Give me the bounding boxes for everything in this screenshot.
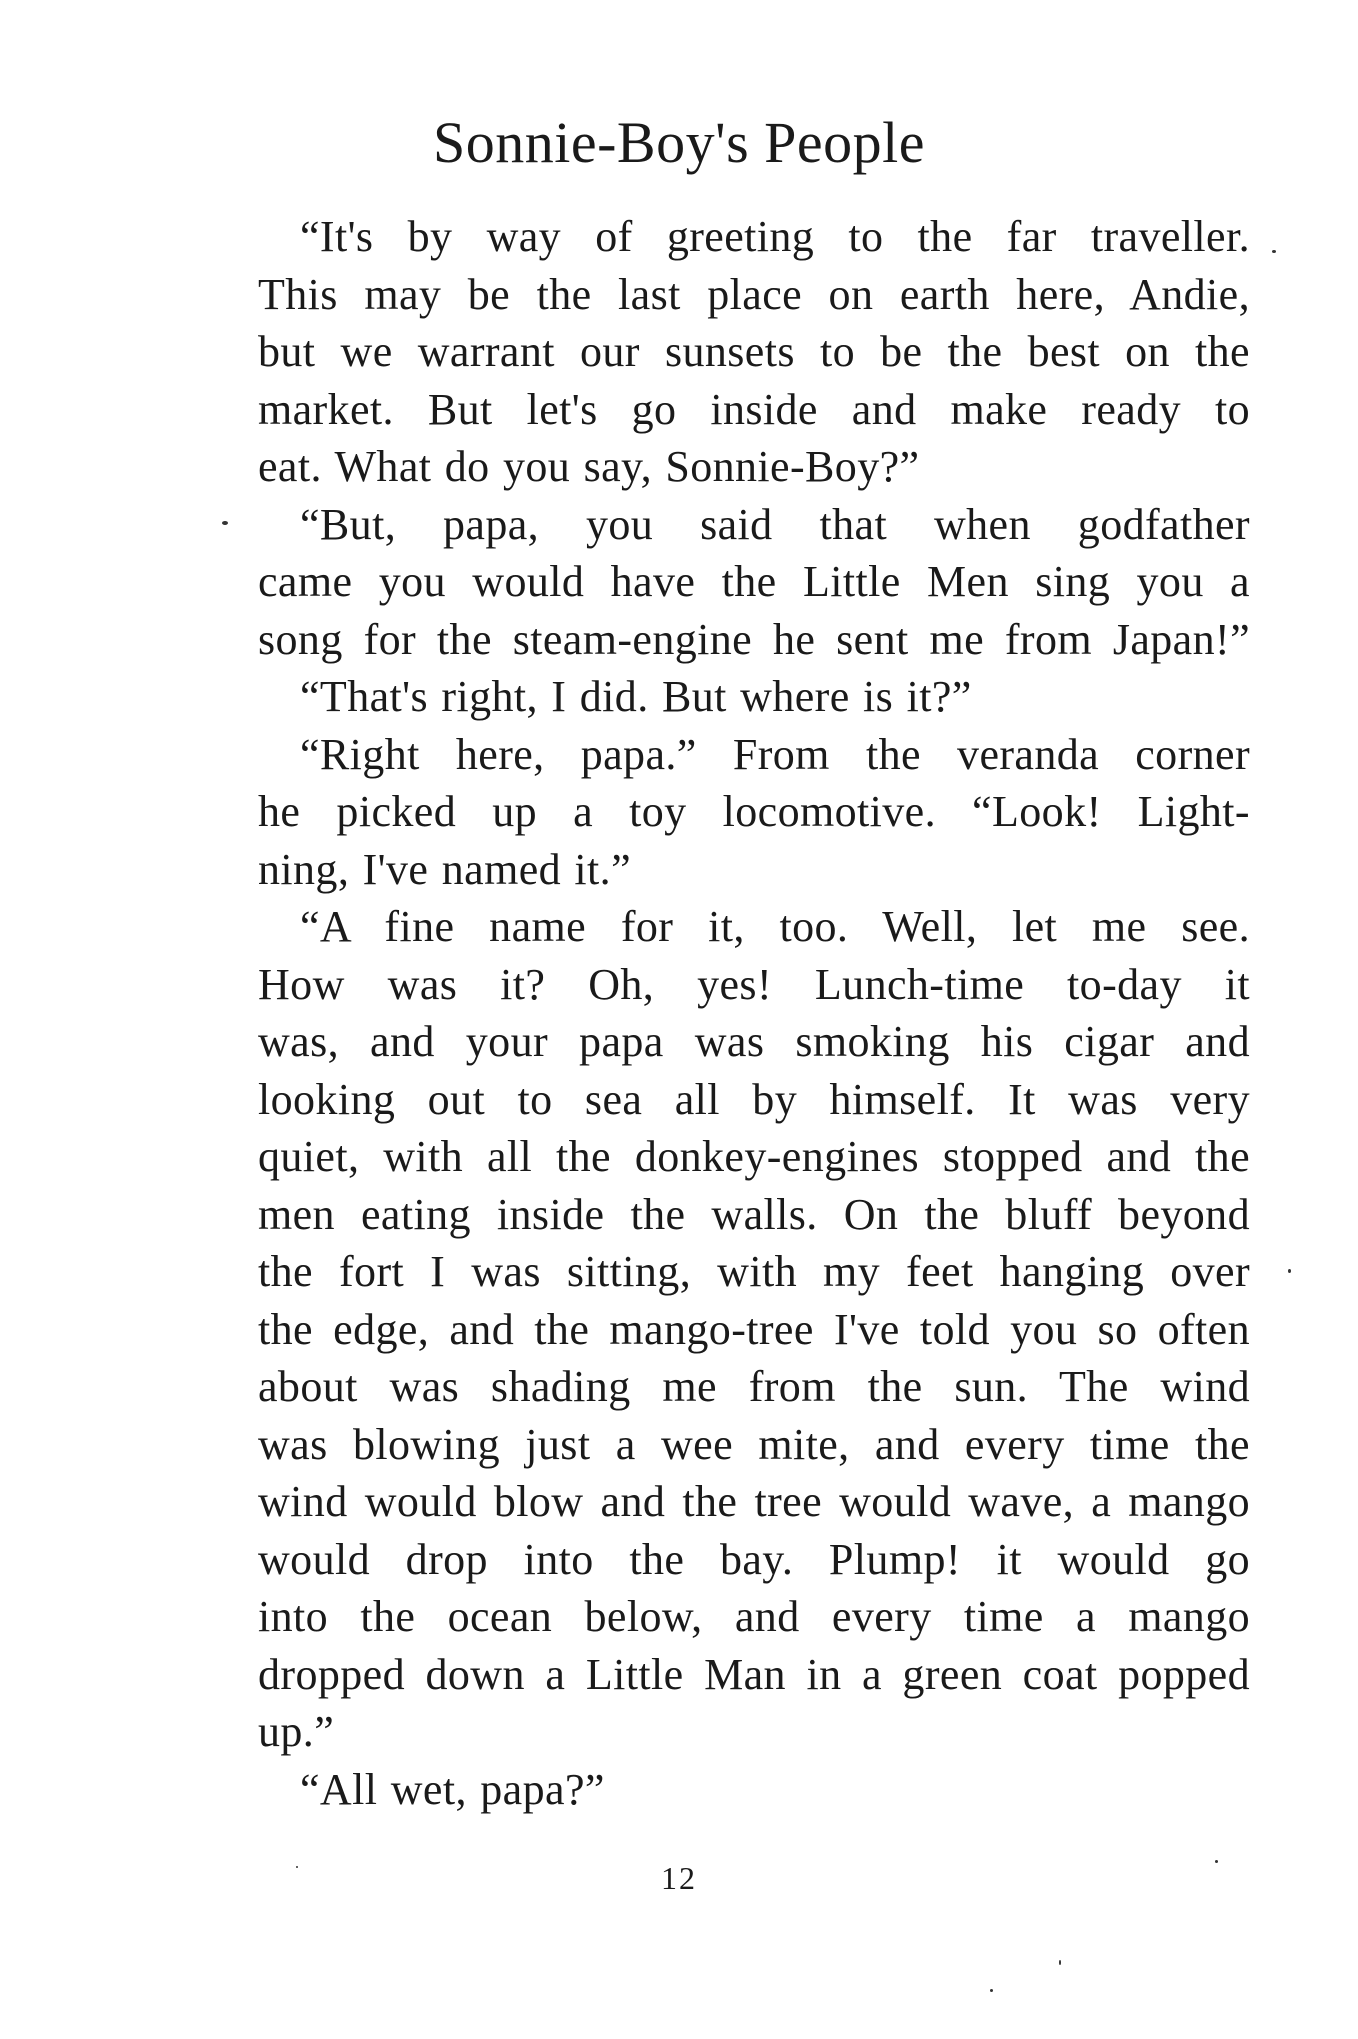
text-line: came you would have the Little Men sing you a <box>258 557 1250 606</box>
text-line: “But, papa, you said that when godfather <box>300 499 1250 549</box>
text-line: “It's by way of greeting to the far traveller. <box>300 212 1250 261</box>
text-line: was blowing just a wee mite, and every time the <box>258 1419 1250 1469</box>
text-line: dropped down a Little Man in a green coat popped <box>258 1649 1250 1699</box>
running-head: Sonnie-Boy's People <box>433 110 925 175</box>
text-line: looking out to sea all by himself. It was very <box>258 1074 1250 1124</box>
text-line: the fort I was sitting, with my feet hanging over <box>258 1247 1250 1296</box>
text-line: market. But let's go inside and make ready to <box>258 384 1250 434</box>
text-line: This may be the last place on earth here, Andie, <box>258 269 1250 319</box>
text-line: “That's right, I did. But where is it?” <box>300 672 972 721</box>
text-line: song for the steam-engine he sent me from Japan!” <box>258 614 1250 664</box>
scan-speck <box>1059 1960 1061 1965</box>
scan-speck <box>990 1989 993 1992</box>
body-text <box>258 208 1250 1818</box>
text-line: “All wet, papa?” <box>300 1764 605 1814</box>
page-number: 12 <box>661 1860 697 1896</box>
text-line: the edge, and the mango-tree I've told you so often <box>258 1304 1250 1354</box>
text-line: up.” <box>258 1707 335 1756</box>
text-line: he picked up a toy locomotive. “Look! Light- <box>258 787 1250 836</box>
text-line: but we warrant our sunsets to be the best on the <box>258 327 1250 376</box>
text-line: eat. What do you say, Sonnie-Boy?” <box>258 442 920 491</box>
scan-speck <box>222 521 228 525</box>
text-line: was, and your papa was smoking his cigar and <box>258 1017 1250 1066</box>
scan-speck <box>296 1866 298 1868</box>
text-line: wind would blow and the tree would wave, a mango <box>258 1477 1250 1526</box>
text-line: men eating inside the walls. On the bluff beyond <box>258 1189 1250 1239</box>
text-line: about was shading me from the sun. The wind <box>258 1362 1250 1411</box>
text-line: How was it? Oh, yes! Lunch-time to-day it <box>258 959 1250 1009</box>
text-line: would drop into the bay. Plump! it would go <box>258 1534 1250 1584</box>
text-line: “Right here, papa.” From the veranda corner <box>300 729 1250 779</box>
scan-speck <box>1215 1860 1218 1863</box>
text-line: ning, I've named it.” <box>258 844 631 894</box>
scan-speck <box>1272 250 1276 253</box>
text-line: “A fine name for it, too. Well, let me see. <box>300 902 1250 951</box>
scan-speck <box>1288 1269 1291 1273</box>
text-line: into the ocean below, and every time a mango <box>258 1592 1250 1641</box>
text-line: quiet, with all the donkey-engines stopped and the <box>258 1132 1250 1181</box>
